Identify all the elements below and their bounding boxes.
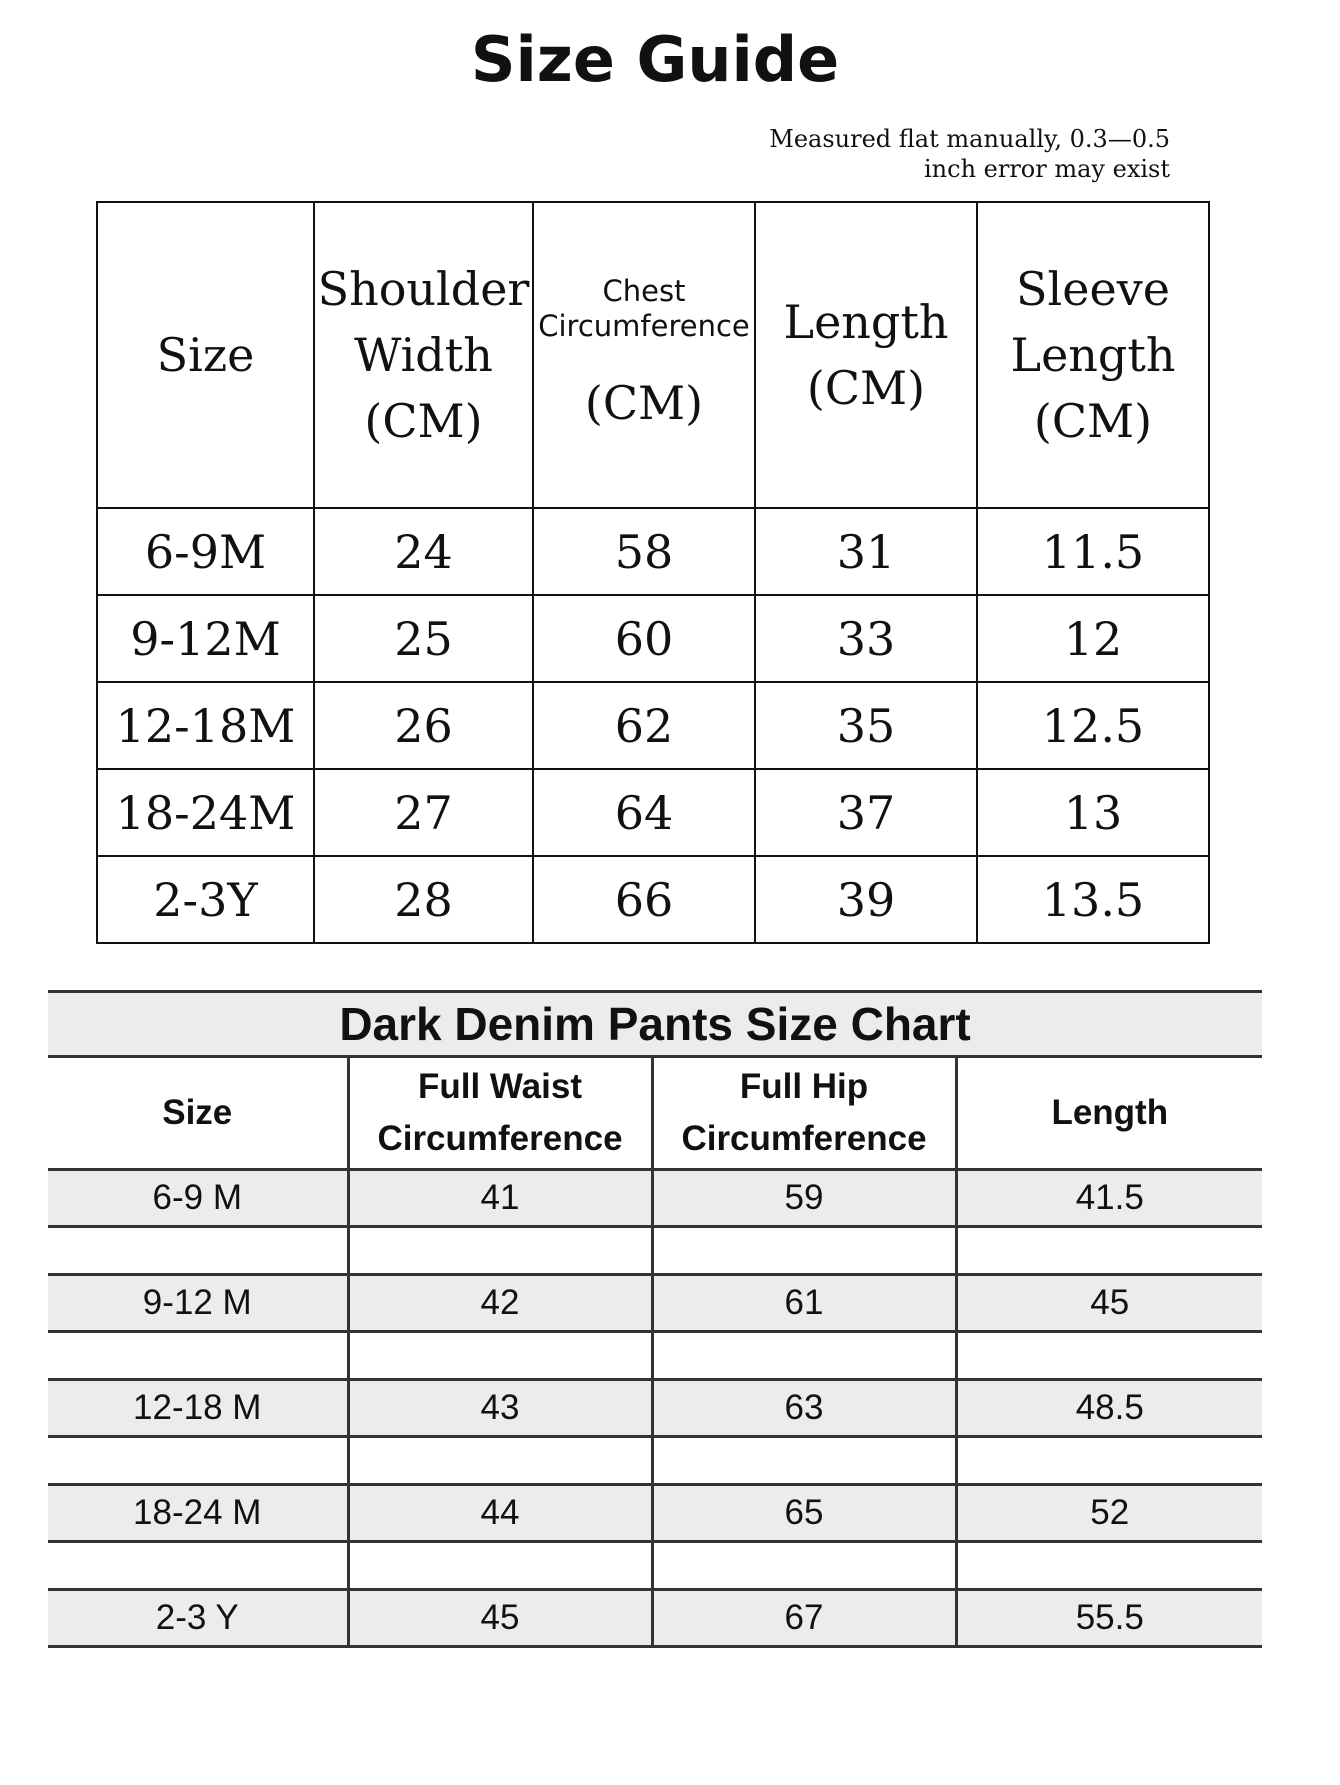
length-cell: 31 [755, 508, 977, 595]
pants-waist-cell: 42 [348, 1275, 652, 1332]
pants-waist-cell: 41 [348, 1170, 652, 1227]
pants-length-cell: 55.5 [956, 1590, 1262, 1647]
size-cell: 6-9M [97, 508, 314, 595]
pants-size-cell: 18-24 M [48, 1485, 348, 1542]
note-line-2: inch error may exist [924, 155, 1170, 183]
pants-hip-cell: 63 [652, 1380, 956, 1437]
pants-size-table [48, 990, 1262, 1648]
table-row [97, 769, 1209, 856]
pants-waist-cell: 43 [348, 1380, 652, 1437]
size-cell: 18-24M [97, 769, 314, 856]
table-row [97, 856, 1209, 943]
sleeve-cell: 13.5 [977, 856, 1209, 943]
header-sleeve-length: Sleeve Length (CM) [977, 202, 1209, 508]
top-size-table [96, 201, 1210, 944]
header-size: Size [97, 202, 314, 508]
header-shoulder-width: Shoulder Width (CM) [314, 202, 533, 508]
table-row [97, 508, 1209, 595]
chest-cell: 66 [533, 856, 755, 943]
pants-header-size: Size [48, 1057, 348, 1170]
header-chest-circumference: Chest Circumference (CM) [533, 202, 755, 508]
spacer-row [48, 1542, 1262, 1590]
chest-cell: 62 [533, 682, 755, 769]
table-row [97, 595, 1209, 682]
note-line-1: Measured flat manually, 0.3—0.5 [769, 125, 1170, 153]
pants-size-cell: 2-3 Y [48, 1590, 348, 1647]
pants-length-cell: 52 [956, 1485, 1262, 1542]
shoulder-cell: 25 [314, 595, 533, 682]
pants-header-length: Length [956, 1057, 1262, 1170]
sleeve-cell: 11.5 [977, 508, 1209, 595]
pants-title-row [48, 992, 1262, 1057]
length-cell: 39 [755, 856, 977, 943]
header-length: Length (CM) [755, 202, 977, 508]
sleeve-cell: 12 [977, 595, 1209, 682]
pants-waist-cell: 45 [348, 1590, 652, 1647]
chest-cell: 60 [533, 595, 755, 682]
length-cell: 35 [755, 682, 977, 769]
pants-length-cell: 41.5 [956, 1170, 1262, 1227]
pants-length-cell: 48.5 [956, 1380, 1262, 1437]
length-cell: 37 [755, 769, 977, 856]
pants-hip-cell: 59 [652, 1170, 956, 1227]
table-row [48, 1170, 1262, 1227]
pants-size-cell: 9-12 M [48, 1275, 348, 1332]
spacer-row [48, 1332, 1262, 1380]
pants-hip-cell: 65 [652, 1485, 956, 1542]
shoulder-cell: 26 [314, 682, 533, 769]
sleeve-cell: 12.5 [977, 682, 1209, 769]
page-title: Size Guide [470, 23, 840, 96]
shoulder-cell: 28 [314, 856, 533, 943]
table-row [48, 1590, 1262, 1647]
pants-length-cell: 45 [956, 1275, 1262, 1332]
spacer-row [48, 1437, 1262, 1485]
shoulder-cell: 27 [314, 769, 533, 856]
pants-header-waist: Full Waist Circumference [348, 1057, 652, 1170]
size-cell: 12-18M [97, 682, 314, 769]
table-row [97, 682, 1209, 769]
table-row [48, 1485, 1262, 1542]
pants-chart-title: Dark Denim Pants Size Chart [48, 992, 1262, 1057]
measurement-note [700, 124, 1170, 184]
shoulder-cell: 24 [314, 508, 533, 595]
chest-cell: 58 [533, 508, 755, 595]
table-row [48, 1275, 1262, 1332]
spacer-row [48, 1227, 1262, 1275]
size-cell: 2-3Y [97, 856, 314, 943]
pants-header-hip: Full Hip Circumference [652, 1057, 956, 1170]
pants-hip-cell: 61 [652, 1275, 956, 1332]
pants-waist-cell: 44 [348, 1485, 652, 1542]
pants-hip-cell: 67 [652, 1590, 956, 1647]
sleeve-cell: 13 [977, 769, 1209, 856]
pants-size-cell: 12-18 M [48, 1380, 348, 1437]
length-cell: 33 [755, 595, 977, 682]
table-row [48, 1380, 1262, 1437]
size-cell: 9-12M [97, 595, 314, 682]
chest-cell: 64 [533, 769, 755, 856]
pants-size-cell: 6-9 M [48, 1170, 348, 1227]
top-header-row [97, 202, 1209, 508]
pants-header-row [48, 1057, 1262, 1170]
